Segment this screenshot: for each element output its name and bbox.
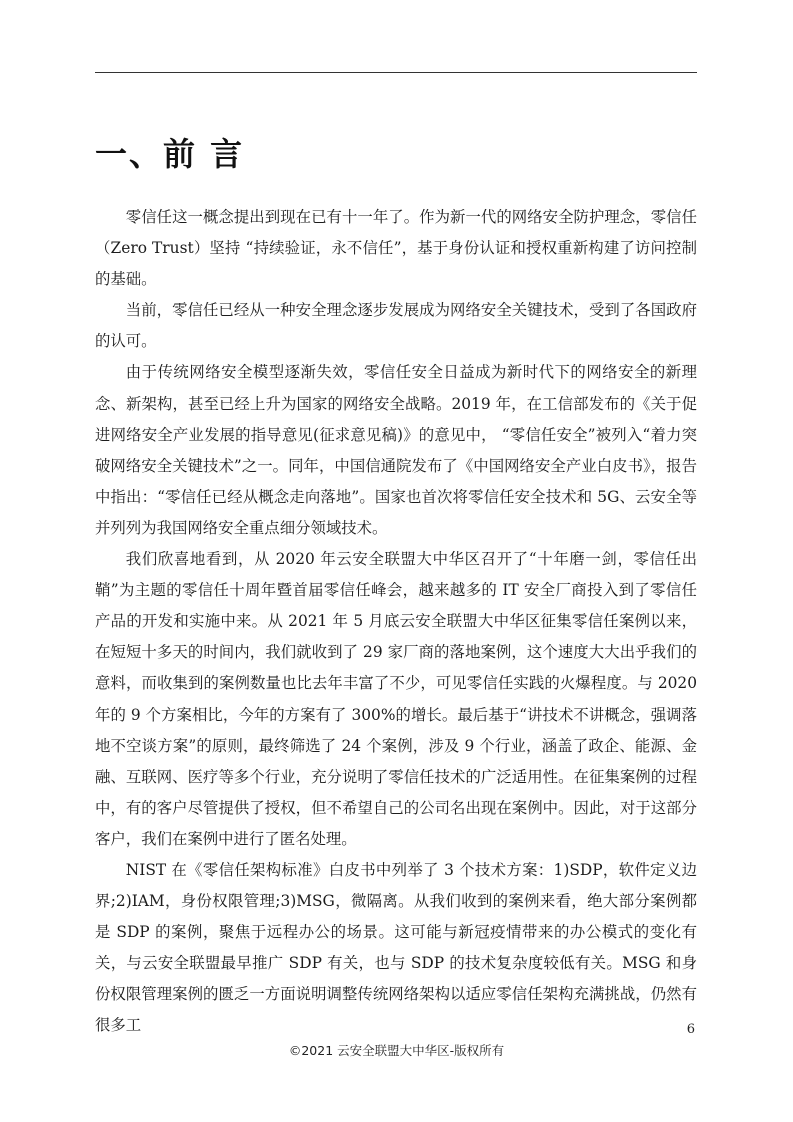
paragraph-2: 当前，零信任已经从一种安全理念逐步发展成为网络安全关键技术，受到了各国政府的认可。 [95, 301, 697, 351]
paragraph-4: 我们欣喜地看到，从 2020 年云安全联盟大中华区召开了“十年磨一剑，零信任出鞘”为主题的零信任十周年暨首届零信任峰会，越来越多的 IT 安全厂商投入到了零信任产品的开发和实施中来。从 2021 年 5 月底云安全联盟大中华区征集零信任案例以来，在短短十多天的时间内，我们就收到了 29 家厂商的落地案例，这个速度大大出乎我们的意料，而收集到的案例数量也比去年丰富了不少，可见零信任实践的火爆程度。与 2020 年的 9 个方案相比，今年的方案有了 300%的增长。最后基于“讲技术不讲概念，强调落地不空谈方案”的原则，最终筛选了 24 个案例，涉及 9 个行业，涵盖了政企、能源、金融、互联网、医疗等多个行业，充分说明了零信任技术的广泛适用性。在征集案例的过程中，有的客户尽管提供了授权，但不希望自己的公司名出现在案例中。因此，对于这部分客户，我们在案例中进行了匿名处理。 [95, 550, 697, 848]
page-number: 6 [686, 1022, 695, 1037]
header-rule [95, 72, 697, 73]
copyright-footer: ©2021 云安全联盟大中华区-版权所有 [288, 1043, 505, 1058]
paragraph-1: 零信任这一概念提出到现在已有十一年了。作为新一代的网络安全防护理念，零信任（Zero Trust）坚持 “持续验证，永不信任”，基于身份认证和授权重新构建了访问控制的基础。 [95, 208, 697, 289]
body-text [95, 202, 697, 1042]
paragraph-3: 由于传统网络安全模型逐渐失效，零信任安全日益成为新时代下的网络安全的新理念、新架构，甚至已经上升为国家的网络安全战略。2019 年，在工信部发布的《关于促进网络安全产业发展的指导意见(征求意见稿)》的意见中， “零信任安全”被列入“着力突破网络安全关键技术”之一。同年，中国信通院发布了《中国网络安全产业白皮书》，报告中指出：“零信任已经从概念走向落地”。国家也首次将零信任安全技术和 5G、云安全等并列列为我国网络安全重点细分领域技术。 [95, 363, 697, 537]
section-heading: 一、前 言 [95, 135, 245, 173]
paragraph-5: NIST 在《零信任架构标准》白皮书中列举了 3 个技术方案：1)SDP，软件定义边界;2)IAM，身份权限管理;3)MSG，微隔离。从我们收到的案例来看，绝大部分案例都是 SDP 的案例，聚焦于远程办公的场景。这可能与新冠疫情带来的办公模式的变化有关，与云安全联盟最早推广 SDP 有关，也与 SDP 的技术复杂度较低有关。MSG 和身份权限管理案例的匮乏一方面说明调整传统网络架构以适应零信任架构充满挑战，仍然有很多工 [95, 860, 697, 1035]
